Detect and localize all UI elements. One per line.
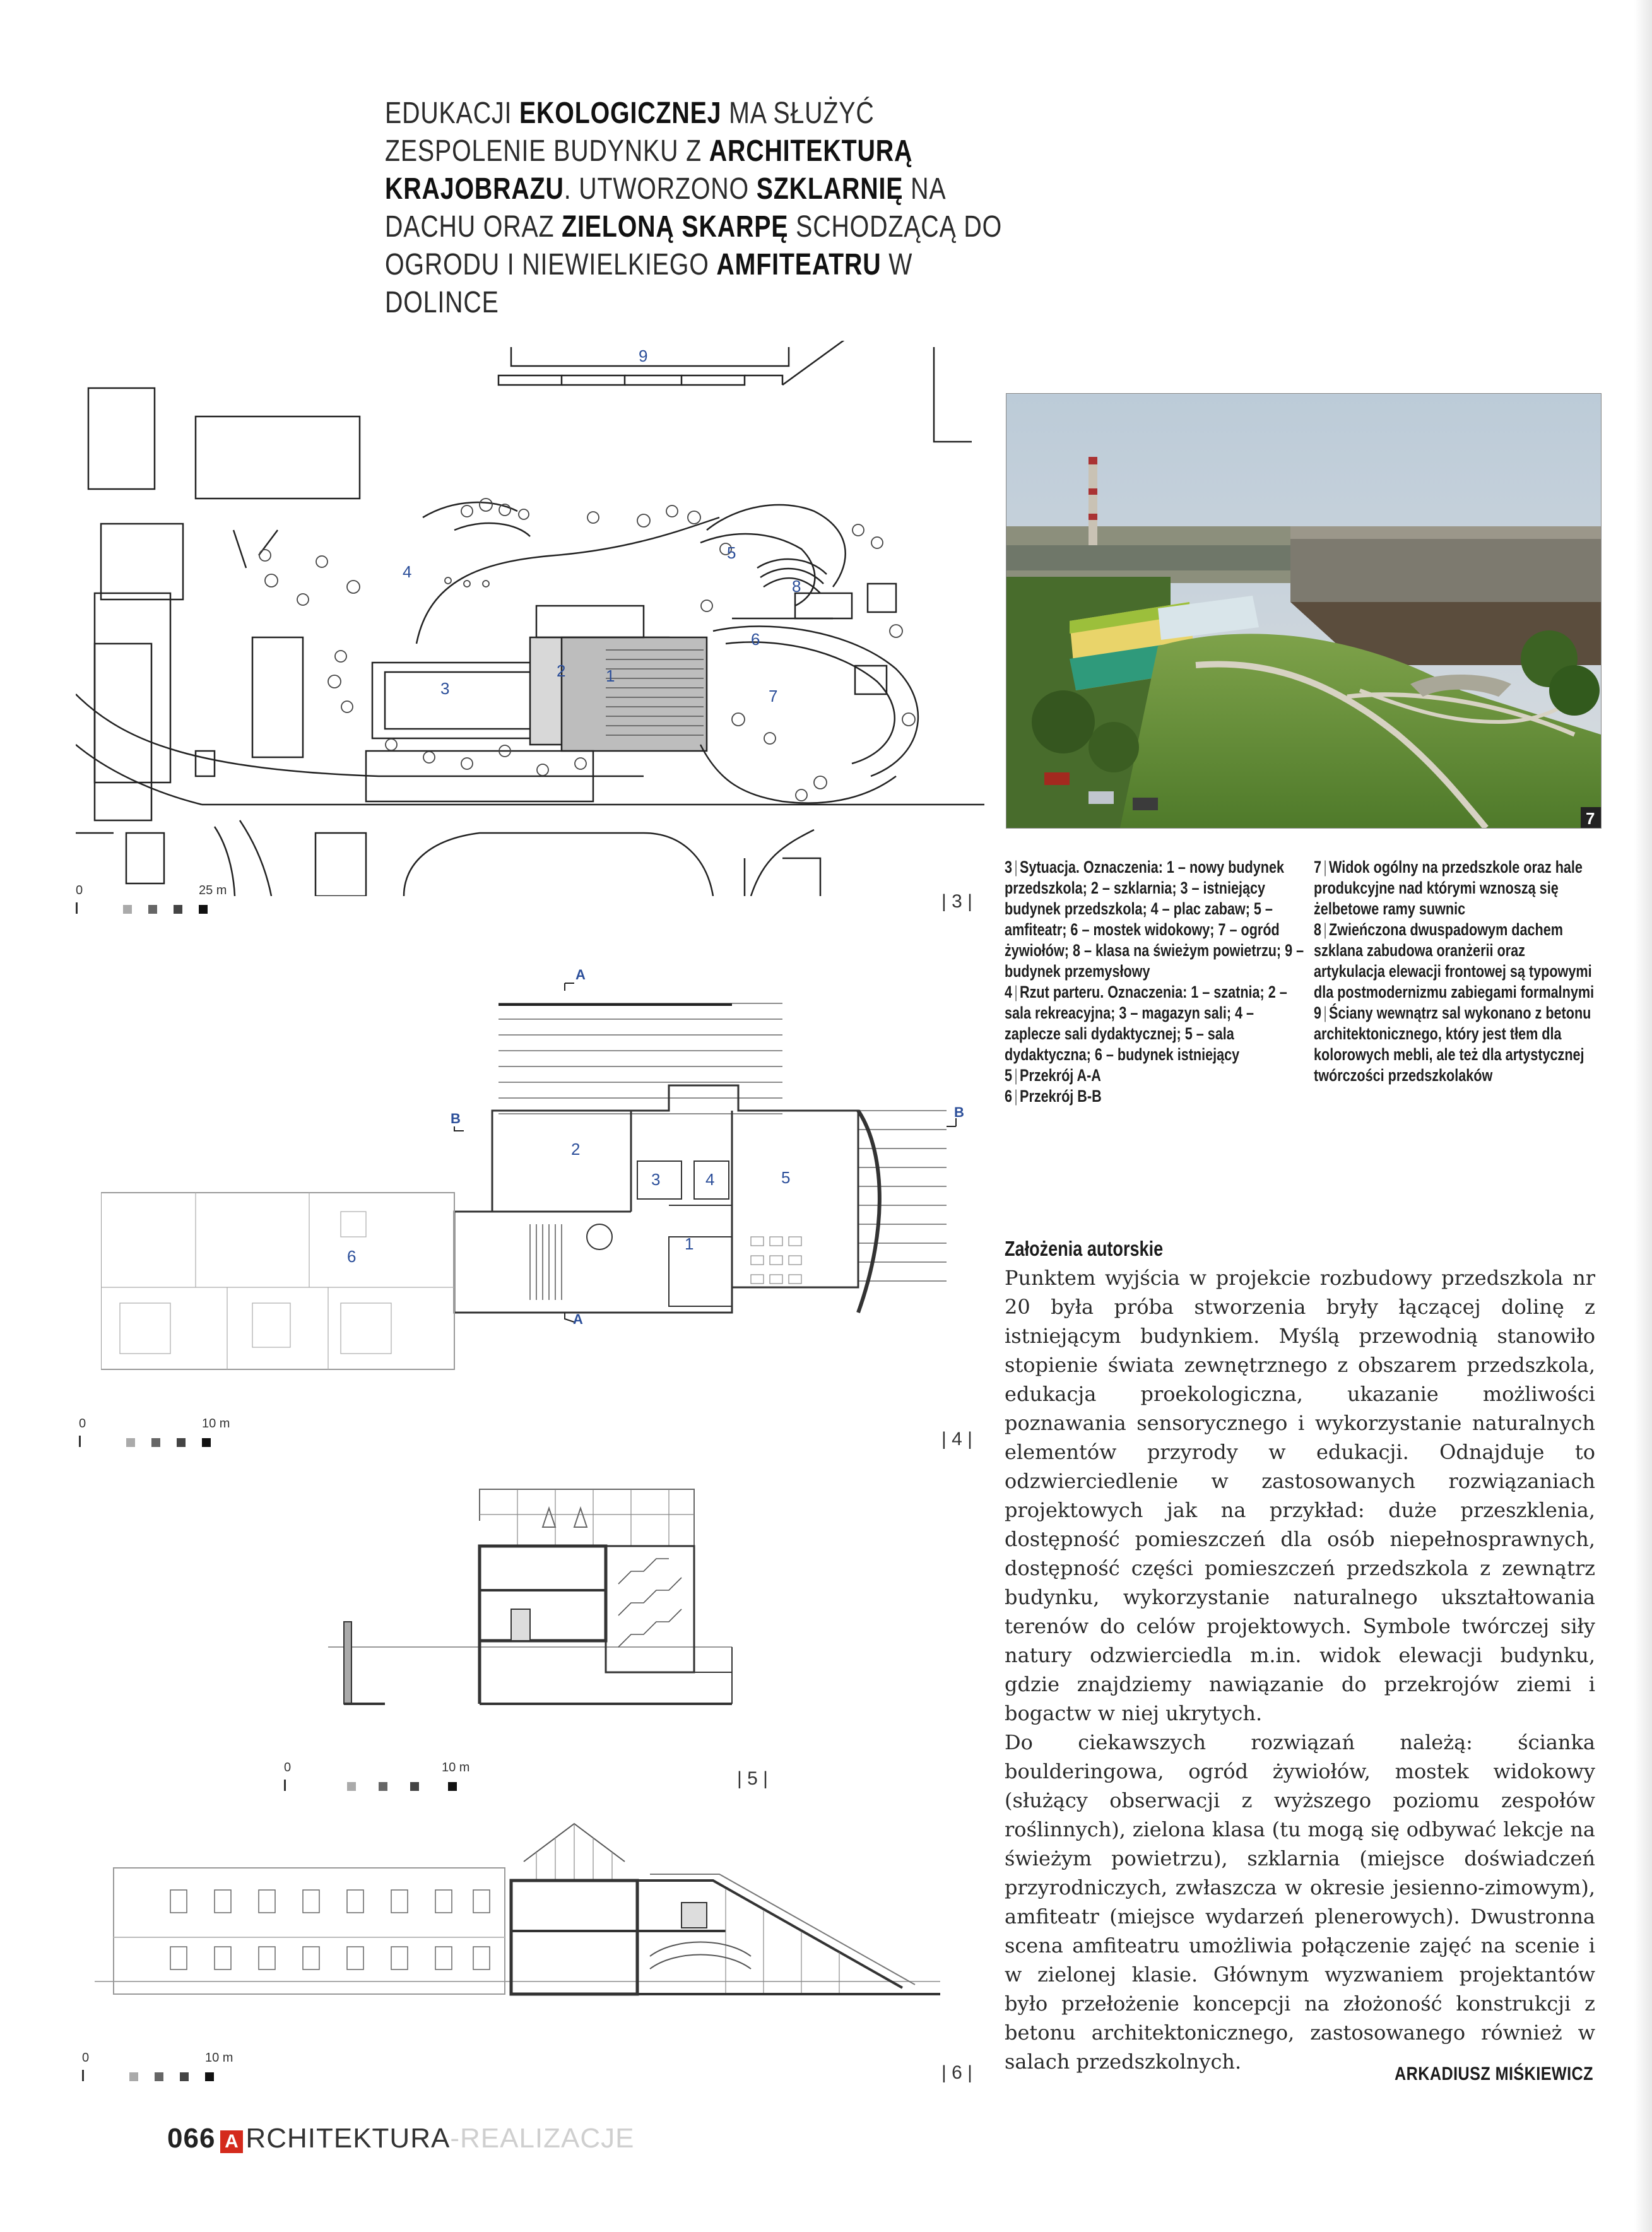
scale-bar-ticks xyxy=(79,1434,230,1450)
scale-zero-label: 0 xyxy=(79,1417,86,1431)
photo-figure-number: 7 xyxy=(1586,809,1595,828)
caption-5: 5 | Przekrój A-A xyxy=(1005,1066,1101,1085)
scale-bar-ticks xyxy=(76,901,227,916)
site-label-8: 8 xyxy=(792,577,801,596)
caption-6-text: Przekrój B-B xyxy=(1020,1087,1102,1106)
site-label-2: 2 xyxy=(557,661,566,680)
scale-bar-ticks xyxy=(284,1778,486,1793)
floor-label-6: 6 xyxy=(347,1247,357,1266)
caption-9-text: Ściany wewnątrz sal wykonano z betonu architektonicznego, który jest tłem dla kolorowych mebli, ale też dla artystycznej twórczości przedszkolaków xyxy=(1314,1003,1591,1085)
section-aa-drawing xyxy=(328,1470,745,1716)
caption-3-text: Sytuacja. Oznaczenia: 1 – nowy budynek przedszkola; 2 – szklarnia; 3 – istniejący budynek przedszkola; 4 – plac zabaw; 5 – amfiteatr; 6 – mostek widokowy; 7 – ogród żywiołów; 8 – klasa na świeżym powietrzu; 9 – budynek przemysłowy xyxy=(1005,858,1304,981)
caption-4: 4 | Rzut parteru. Oznaczenia: 1 – szatnia; 2 – sala rekreacyjna; 3 – magazyn sali; 4 – zaplecze sali dydaktycznej; 5 – sala dydaktyczna; 6 – budynek istniejący xyxy=(1005,983,1287,1064)
aerial-photo xyxy=(1006,393,1602,829)
site-label-7: 7 xyxy=(769,687,778,706)
caption-4-text: Rzut parteru. Oznaczenia: 1 – szatnia; 2 – sala rekreacyjna; 3 – magazyn sali; 4 – zaplecze sali dydaktycznej; 5 – sala dydaktyczna; 6 – budynek istniejący xyxy=(1005,983,1287,1064)
floor-label-3: 3 xyxy=(651,1170,661,1189)
scale-zero-label: 0 xyxy=(76,883,83,897)
caption-7: 7 | Widok ogólny na przedszkole oraz hale produkcyjne nad którymi wznoszą się żelbetowe ramy suwnic xyxy=(1314,858,1583,918)
lead-text: . UTWORZONO xyxy=(563,172,757,206)
figure-number-3: | 3 | xyxy=(941,891,972,912)
caption-6-number: 6 xyxy=(1005,1087,1013,1106)
brand-name: RCHITEKTURA xyxy=(245,2123,451,2154)
caption-8-number: 8 xyxy=(1314,920,1322,939)
site-plan-drawing xyxy=(76,341,984,896)
scale-max-label: 10 m xyxy=(205,2051,233,2065)
article-body xyxy=(1005,1263,1595,2076)
caption-8: 8 | Zwieńczona dwuspadowym dachem szklana zabudowa oranżerii oraz artykulacja elewacji frontowej są typowymi dla postmodernizmu zabiegami formalnymi xyxy=(1314,920,1595,1001)
scale-max-label: 10 m xyxy=(442,1761,470,1774)
scale-zero-label: 0 xyxy=(82,2051,90,2065)
article-paragraph-2: Do ciekawszych rozwiązań należą: ścianka boulderingowa, ogród żywiołów, mostek widokowy (służący obserwacji z wyższego poziomu zespołów roślinnych), zielona klasa (tu mogą się odbywać lekcje na świeżym powietrzu), szklarnia (miejsce doświadczeń przyrodniczych, zwłaszcza w okresie jesienno-zimowym), amfiteatr (miejsce wydarzeń plenerowych). Dwustronna scena amfiteatru umożliwia połączenie zajęć na scenie i w zielonej klasie. Głównym wyzwaniem projektantów było przełożenie koncepcji na złożoność konstrukcji z betonu architektonicznego, zastosowanego również w salach przedszkolnych. xyxy=(1005,1730,1595,2074)
lead-bold: ARCHITEKTURĄ KRAJOBRAZU xyxy=(385,134,913,206)
section-bb-drawing xyxy=(95,1811,953,2038)
lead-text: SCHODZĄCĄ DO OGRODU I NIEWIELKIEGO xyxy=(385,210,1003,281)
caption-9: 9 | Ściany wewnątrz sal wykonano z betonu architektonicznego, który jest tłem dla kolorowych mebli, ale też dla artystycznej twórczości przedszkolaków xyxy=(1314,1003,1591,1085)
site-label-6: 6 xyxy=(751,630,760,649)
scale-max-label: 10 m xyxy=(202,1417,230,1431)
site-label-3: 3 xyxy=(440,679,450,698)
lead-paragraph xyxy=(385,95,1027,322)
scale-bar-ticks xyxy=(82,2069,233,2084)
figure-number-5: | 5 | xyxy=(737,1768,768,1789)
brand-logo-letter: A xyxy=(225,2131,239,2152)
lead-bold: ZIELONĄ SKARPĘ xyxy=(562,210,789,244)
article-paragraph-1: Punktem wyjścia w projekcie rozbudowy przedszkola nr 20 była próba stworzenia bryły łączącej dolinę z istniejącym budynkiem. Myślą przewodnią stanowiło stopienie świata zewnętrznego z obszarem przedszkola, edukacja proekologiczna, ukazanie możliwości poznawania sensorycznego i wykorzystanie naturalnych elementów przyrody w edukacji. Odnajduje to odzwierciedlenie w zastosowanych rozwiązaniach projektowych jak na przykład: duże przeszklenia, dostępność pomieszczeń dla osób niepełnosprawnych, dostępność części pomieszczeń przedszkola z zewnątrz budynku, wykorzystanie naturalnego ukształtowania terenów do celów projektowych. Symbole twórczej siły natury odzwierciedla m.in. widok elewacji budynku, gdzie znajdziemy nawiązanie do przekrojów ziemi i bogactw w niej ukrytych. xyxy=(1005,1266,1595,1725)
article-heading: Założenia autorskie xyxy=(1005,1237,1164,1260)
caption-3-number: 3 xyxy=(1005,858,1013,877)
page-footer xyxy=(167,2123,635,2154)
captions-right-column xyxy=(1314,857,1596,1086)
lead-text: MA SŁUŻYĆ ZESPOLENIE BUDYNKU Z xyxy=(385,97,875,168)
caption-9-number: 9 xyxy=(1314,1003,1322,1022)
lead-text: EDUKACJI xyxy=(385,97,519,130)
page-edge-shadow xyxy=(1634,0,1652,2232)
section-mark-a-top: A xyxy=(575,967,586,983)
lead-text: W DOLINCE xyxy=(385,248,913,319)
site-label-5: 5 xyxy=(727,543,736,562)
caption-6: 6 | Przekrój B-B xyxy=(1005,1087,1102,1106)
site-label-1: 1 xyxy=(606,666,615,685)
section-mark-b-left: B xyxy=(451,1111,461,1126)
brand-logo-icon xyxy=(220,2130,243,2153)
floor-label-5: 5 xyxy=(781,1168,791,1187)
aerial-photo-illustration xyxy=(1006,394,1601,828)
site-label-4: 4 xyxy=(403,562,412,581)
caption-5-number: 5 xyxy=(1005,1066,1013,1085)
site-label-9: 9 xyxy=(639,346,648,365)
floor-label-1: 1 xyxy=(685,1234,694,1253)
floor-plan-drawing xyxy=(101,959,997,1388)
caption-7-number: 7 xyxy=(1314,858,1322,877)
lead-bold: AMFITEATRU xyxy=(716,248,882,281)
page-number: 066 xyxy=(167,2123,216,2154)
lead-bold: EKOLOGICZNEJ xyxy=(519,97,722,130)
scale-max-label: 25 m xyxy=(199,883,227,897)
captions-left-column xyxy=(1005,857,1313,1107)
brand-section: -REALIZACJE xyxy=(450,2123,635,2154)
floor-label-4: 4 xyxy=(705,1170,715,1189)
caption-7-text: Widok ogólny na przedszkole oraz hale produkcyjne nad którymi wznoszą się żelbetowe ramy suwnic xyxy=(1314,858,1583,918)
section-mark-a-bottom: A xyxy=(573,1311,583,1327)
caption-4-number: 4 xyxy=(1005,983,1013,1001)
article-author: ARKADIUSZ MIŚKIEWICZ xyxy=(1395,2064,1593,2084)
figure-number-6: | 6 | xyxy=(941,2062,972,2083)
floor-label-2: 2 xyxy=(571,1140,581,1159)
caption-8-text: Zwieńczona dwuspadowym dachem szklana zabudowa oranżerii oraz artykulacja elewacji frontowej są typowymi dla postmodernizmu zabiegami formalnymi xyxy=(1314,920,1595,1001)
lead-text: NA DACHU ORAZ xyxy=(385,172,945,244)
figure-number-4: | 4 | xyxy=(941,1429,972,1450)
caption-5-text: Przekrój A-A xyxy=(1020,1066,1101,1085)
section-mark-b-right: B xyxy=(954,1104,964,1120)
caption-3: 3 | Sytuacja. Oznaczenia: 1 – nowy budynek przedszkola; 2 – szklarnia; 3 – istniejący budynek przedszkola; 4 – plac zabaw; 5 – amfiteatr; 6 – mostek widokowy; 7 – ogród żywiołów; 8 – klasa na świeżym powietrzu; 9 – budynek przemysłowy xyxy=(1005,858,1304,981)
scale-zero-label: 0 xyxy=(284,1761,292,1774)
lead-bold: SZKLARNIĘ xyxy=(756,172,904,206)
